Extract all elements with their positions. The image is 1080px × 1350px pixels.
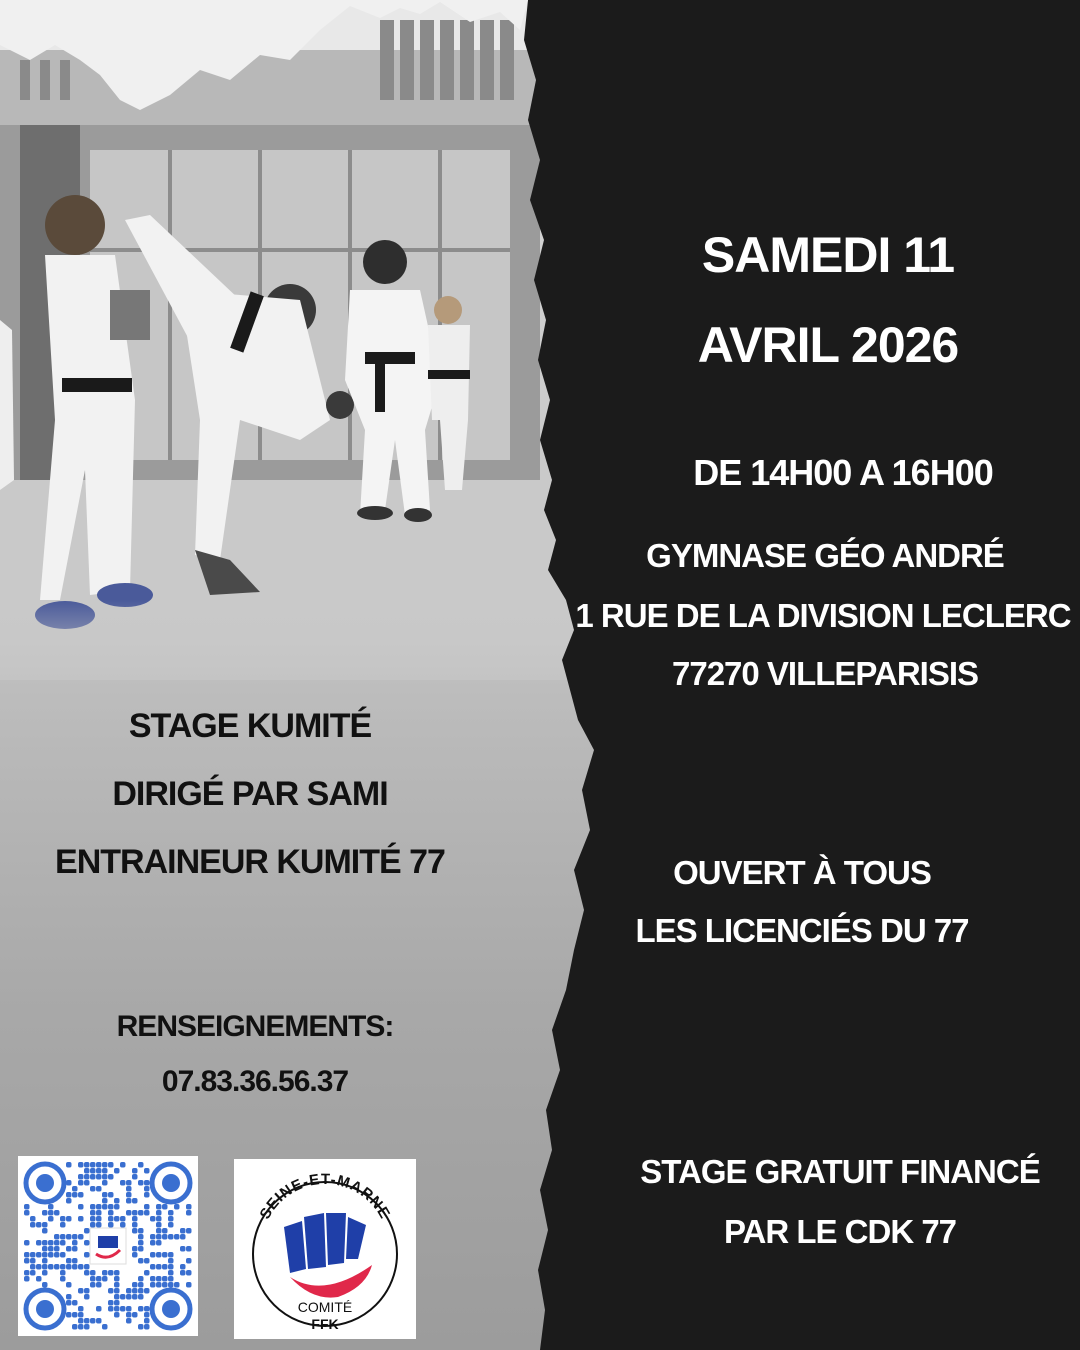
venue-line-3: 77270 VILLEPARISIS <box>671 655 979 692</box>
qr-finder-dot <box>36 1174 54 1192</box>
qr-finder-dot <box>162 1174 180 1192</box>
logo-arc-text: SEINE-ET-MARNE <box>256 1170 394 1223</box>
info-label: RENSEIGNEMENTS: <box>116 1010 394 1043</box>
ffk-logo-graphic <box>234 1159 416 1339</box>
free-line-2: PAR LE CDK 77 <box>723 1213 957 1250</box>
venue-line-2: 1 RUE DE LA DIVISION LECLERC <box>575 597 1071 634</box>
open-line-2: LES LICENCIÉS DU 77 <box>635 912 969 949</box>
qr-code[interactable] <box>18 1156 198 1336</box>
stage-line-2: DIRIGÉ PAR SAMI <box>112 775 388 813</box>
qr-center-mark <box>98 1236 118 1248</box>
date-line-2: AVRIL 2026 <box>697 317 959 373</box>
logo-ffk-text: FFK <box>311 1316 339 1332</box>
ffk-logo <box>234 1159 416 1339</box>
qr-finder-dot <box>162 1300 180 1318</box>
qr-code-pattern <box>18 1156 198 1336</box>
info-phone[interactable]: 07.83.36.56.37 <box>161 1065 349 1098</box>
venue-line-1: GYMNASE GÉO ANDRÉ <box>646 537 1004 574</box>
free-line-1: STAGE GRATUIT FINANCÉ <box>640 1153 1040 1190</box>
date-line-1: SAMEDI 11 <box>701 227 955 283</box>
qr-finder-dot <box>36 1300 54 1318</box>
time-range: DE 14H00 A 16H00 <box>693 452 993 493</box>
logo-blue-strokes <box>284 1213 366 1273</box>
logo-comite-text: COMITÉ <box>297 1299 353 1315</box>
open-line-1: OUVERT À TOUS <box>673 854 931 891</box>
stage-line-1: STAGE KUMITÉ <box>128 707 372 745</box>
stage-line-3: ENTRAINEUR KUMITÉ 77 <box>55 843 445 881</box>
